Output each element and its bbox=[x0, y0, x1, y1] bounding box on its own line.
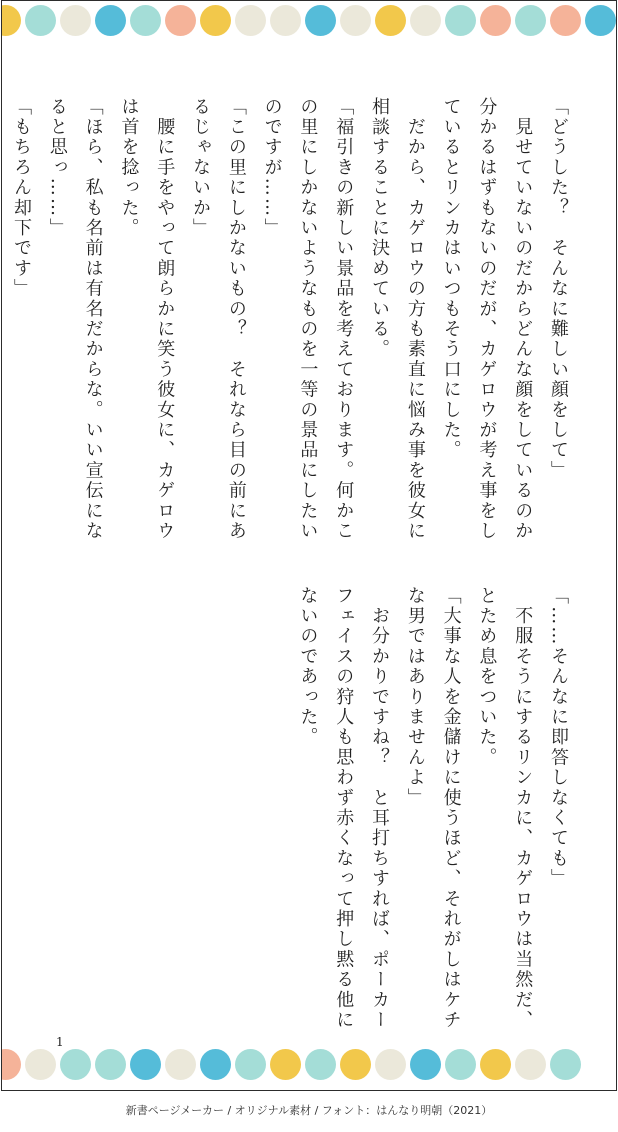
credit-line: 新書ページメーカー / オリジナル素材 / フォント：はんなり明朝（2021） bbox=[125, 1104, 493, 1117]
book-page bbox=[1, 0, 617, 1091]
text-line: 見せていないのだからどんな顔をしているのか bbox=[512, 97, 534, 542]
decorative-dot bbox=[445, 1049, 476, 1080]
decorative-dot bbox=[515, 5, 546, 36]
decorative-dot bbox=[25, 5, 56, 36]
decorative-dot bbox=[235, 1049, 266, 1080]
text-line: 分かるはずもないのだが、カゲロウが考え事をし bbox=[476, 97, 498, 542]
text-line: とため息をついた。 bbox=[476, 586, 498, 768]
text-line: ないのであった。 bbox=[297, 586, 319, 748]
decorative-dot bbox=[445, 5, 476, 36]
page-number: 1 bbox=[56, 1035, 64, 1049]
decorative-dot bbox=[165, 1049, 196, 1080]
text-line: 「この里にしかないもの？ それなら目の前にあ bbox=[225, 97, 247, 542]
text-line: だから、カゲロウの方も素直に悩み事を彼女に bbox=[404, 97, 426, 542]
text-line: 腰に手をやって朗らかに笑う彼女に、カゲロウ bbox=[154, 97, 176, 542]
decorative-dot bbox=[95, 5, 126, 36]
bottom-dot-border bbox=[1, 1049, 581, 1080]
decorative-dot bbox=[410, 1049, 441, 1080]
text-line: は首を捻った。 bbox=[118, 97, 140, 239]
decorative-dot bbox=[305, 5, 336, 36]
decorative-dot bbox=[130, 1049, 161, 1080]
upper-text-block bbox=[11, 97, 576, 627]
text-line: 不服そうにするリンカに、カゲロウは当然だ、 bbox=[512, 586, 534, 1031]
text-line: お分かりですね？ と耳打ちすれば、ポーカー bbox=[369, 586, 391, 1031]
decorative-dot bbox=[60, 1049, 91, 1080]
decorative-dot bbox=[375, 1049, 406, 1080]
decorative-dot bbox=[480, 5, 511, 36]
text-line: るじゃないか」 bbox=[190, 97, 212, 239]
text-line: フェイスの狩人も思わず赤くなって押し黙る他に bbox=[333, 586, 355, 1031]
decorative-dot bbox=[130, 5, 161, 36]
decorative-dot bbox=[235, 5, 266, 36]
lower-text-block bbox=[256, 586, 576, 1091]
text-line: 「どうした？ そんなに難しい顔をして」 bbox=[548, 97, 569, 481]
text-line: 「……そんなに即答しなくても」 bbox=[548, 586, 569, 889]
decorative-dot bbox=[585, 5, 616, 36]
decorative-dot bbox=[270, 5, 301, 36]
text-line: 相談することに決めている。 bbox=[369, 97, 391, 360]
decorative-dot bbox=[340, 5, 371, 36]
decorative-dot bbox=[95, 1049, 126, 1080]
text-line: 「福引きの新しい景品を考えております。何かこ bbox=[333, 97, 355, 542]
decorative-dot bbox=[480, 1049, 511, 1080]
decorative-dot bbox=[1, 5, 21, 36]
decorative-dot bbox=[340, 1049, 371, 1080]
text-line: 「ほら、私も名前は有名だからな。いい宣伝にな bbox=[82, 97, 104, 542]
text-line: ているとリンカはいつもそう口にした。 bbox=[440, 97, 462, 461]
decorative-dot bbox=[375, 5, 406, 36]
decorative-dot bbox=[410, 5, 441, 36]
decorative-dot bbox=[550, 1049, 581, 1080]
decorative-dot bbox=[515, 1049, 546, 1080]
text-line: 「もちろん却下です」 bbox=[11, 97, 33, 299]
text-line: のですが……」 bbox=[261, 97, 283, 239]
decorative-dot bbox=[1, 1049, 21, 1080]
decorative-dot bbox=[550, 5, 581, 36]
decorative-dot bbox=[60, 5, 91, 36]
decorative-dot bbox=[165, 5, 196, 36]
decorative-dot bbox=[200, 5, 231, 36]
decorative-dot bbox=[305, 1049, 336, 1080]
decorative-dot bbox=[270, 1049, 301, 1080]
top-dot-border bbox=[1, 5, 616, 36]
decorative-dot bbox=[200, 1049, 231, 1080]
text-line: 「大事な人を金儲けに使うほど、それがしはケチ bbox=[440, 586, 462, 1031]
text-line: の里にしかないようなものを一等の景品にしたい bbox=[297, 97, 319, 542]
decorative-dot bbox=[25, 1049, 56, 1080]
text-line: な男ではありませんよ」 bbox=[404, 586, 426, 809]
text-line: ると思っ……」 bbox=[46, 97, 68, 239]
